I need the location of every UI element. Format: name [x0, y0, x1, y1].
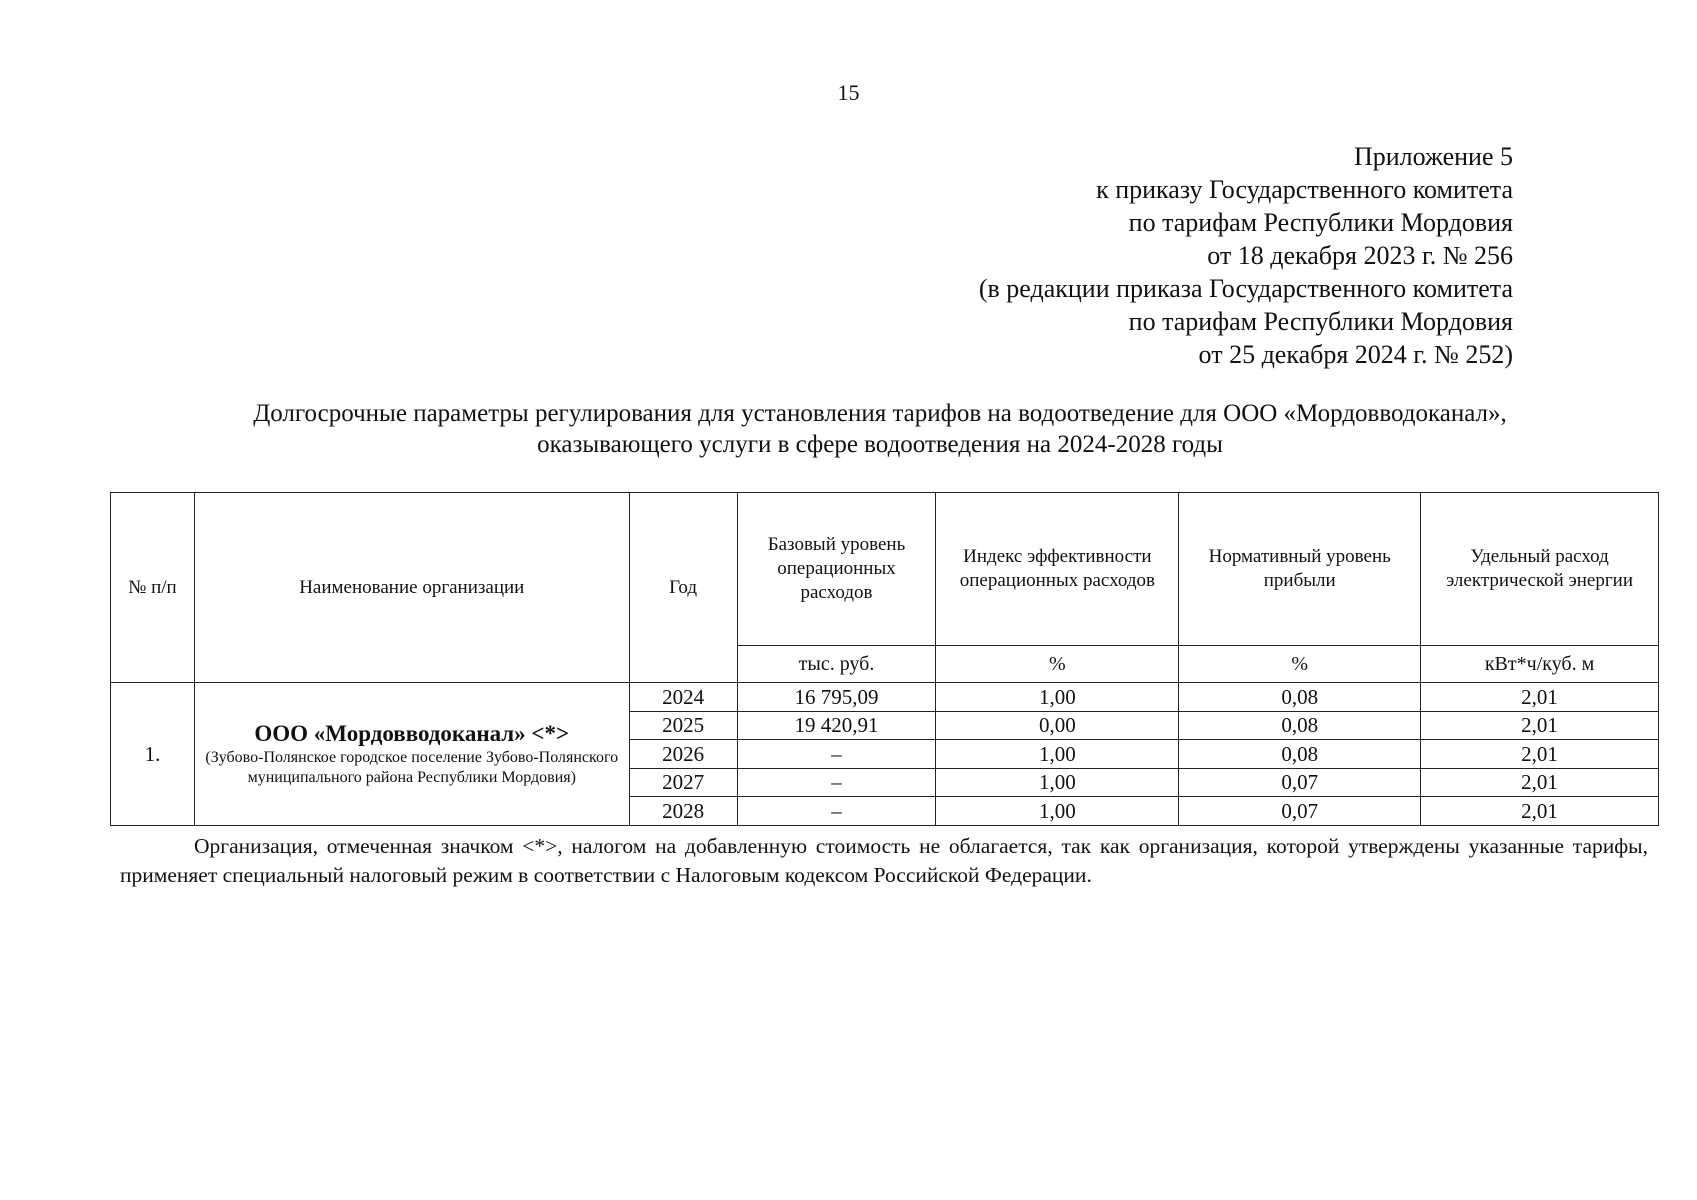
- page-number: 15: [837, 80, 860, 105]
- org-location: (Зубово-Полянское городское поселение Зубово-Полянского муниципального района Республики Мордовия): [205, 748, 619, 786]
- parameters-table: [110, 492, 1659, 826]
- appendix-line: от 18 декабря 2023 г. № 256: [1207, 241, 1513, 270]
- footnote: [120, 832, 1648, 890]
- cell-profit: 0,07: [1179, 797, 1421, 826]
- unit-base: тыс. руб.: [737, 646, 936, 683]
- cell-index: 0,00: [936, 711, 1179, 740]
- cell-profit: 0,07: [1179, 768, 1421, 797]
- cell-index: 1,00: [936, 768, 1179, 797]
- header-year: Год: [629, 493, 737, 683]
- cell-base: –: [737, 768, 936, 797]
- cell-base: 16 795,09: [737, 683, 936, 712]
- cell-year: 2028: [629, 797, 737, 826]
- header-num: № п/п: [111, 493, 195, 683]
- cell-energy: 2,01: [1421, 740, 1659, 769]
- org-cell: [194, 683, 629, 826]
- header-energy: Удельный расход электрической энергии: [1421, 493, 1659, 646]
- appendix-header: [979, 140, 1513, 371]
- cell-year: 2026: [629, 740, 737, 769]
- cell-year: 2027: [629, 768, 737, 797]
- appendix-line: (в редакции приказа Государственного комитета: [978, 274, 1513, 303]
- appendix-line: от 25 декабря 2024 г. № 252): [1198, 340, 1513, 369]
- cell-profit: 0,08: [1179, 683, 1421, 712]
- cell-energy: 2,01: [1421, 683, 1659, 712]
- cell-energy: 2,01: [1421, 797, 1659, 826]
- header-org: Наименование организации: [194, 493, 629, 683]
- cell-base: –: [737, 797, 936, 826]
- row-number: 1.: [111, 683, 195, 826]
- header-profit: Нормативный уровень прибыли: [1179, 493, 1421, 646]
- appendix-line: к приказу Государственного комитета: [1096, 175, 1513, 204]
- unit-energy: кВт*ч/куб. м: [1421, 646, 1659, 683]
- appendix-line: по тарифам Республики Мордовия: [1128, 208, 1513, 237]
- title-line: оказывающего услуги в сфере водоотведения на 2024-2028 годы: [537, 431, 1223, 458]
- cell-year: 2025: [629, 711, 737, 740]
- unit-profit: %: [1179, 646, 1421, 683]
- cell-profit: 0,08: [1179, 711, 1421, 740]
- header-row: [111, 493, 1659, 646]
- header-base: Базовый уровень операционных расходов: [737, 493, 936, 646]
- cell-year: 2024: [629, 683, 737, 712]
- cell-energy: 2,01: [1421, 711, 1659, 740]
- appendix-line: по тарифам Республики Мордовия: [1128, 307, 1513, 336]
- table-row: [111, 683, 1659, 712]
- document-title: [100, 398, 1660, 460]
- unit-index: %: [936, 646, 1179, 683]
- cell-index: 1,00: [936, 683, 1179, 712]
- org-name: ООО «Мордовводоканал» <*>: [254, 720, 570, 746]
- cell-energy: 2,01: [1421, 768, 1659, 797]
- cell-profit: 0,08: [1179, 740, 1421, 769]
- header-index: Индекс эффективности операционных расходов: [936, 493, 1179, 646]
- cell-index: 1,00: [936, 797, 1179, 826]
- footnote-text: Организация, отмеченная значком <*>, налогом на добавленную стоимость не облагается, так как организация, которой утверждены указанные тарифы, применяет специальный налоговый режим в соответствии с Налоговым кодексом Российской Федерации.: [120, 834, 1648, 887]
- cell-index: 1,00: [936, 740, 1179, 769]
- appendix-line: Приложение 5: [1353, 142, 1513, 171]
- title-line: Долгосрочные параметры регулирования для установления тарифов на водоотведение для ООО «Мордовводоканал»,: [253, 400, 1507, 427]
- cell-base: 19 420,91: [737, 711, 936, 740]
- cell-base: –: [737, 740, 936, 769]
